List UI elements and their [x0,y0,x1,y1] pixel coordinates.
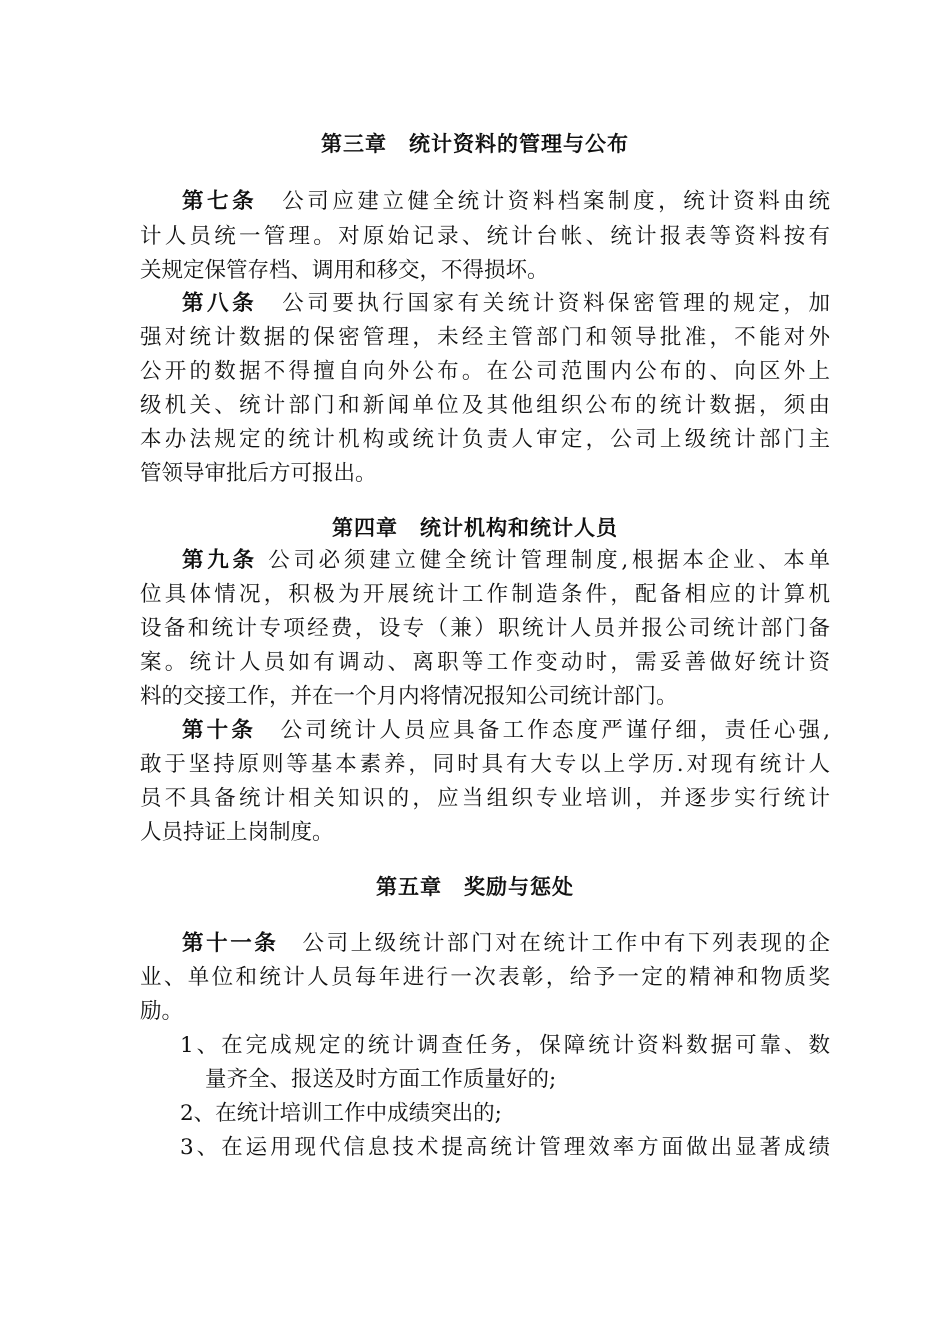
article-10-line-4: 人员持证上岗制度。 [140,820,334,845]
article-7-line-2: 计人员统一管理。对原始记录、统计台帐、统计报表等资料按有 [140,224,830,249]
article-10-label: 第十条 [182,718,256,743]
chapter-3-heading: 第三章 统计资料的管理与公布 [321,132,629,156]
article-9-line-1: 第九条 公司必须建立健全统计管理制度,根据本企业、本单 [182,548,830,573]
article-8-line-4: 级机关、统计部门和新闻单位及其他组织公布的统计数据，须由 [140,393,830,418]
article-8-line-1: 第八条 公司要执行国家有关统计资料保密管理的规定，加 [182,291,830,316]
article-9-line-4: 案。统计人员如有调动、离职等工作变动时，需妥善做好统计资 [140,650,830,675]
article-11-label: 第十一条 [182,931,279,956]
article-7-line-3: 关规定保管存档、调用和移交，不得损坏。 [140,258,549,283]
article-11-line-2: 业、单位和统计人员每年进行一次表彰，给予一定的精神和物质奖 [140,965,830,990]
article-8-line-6: 管领导审批后方可报出。 [140,461,377,486]
article-8-line-5: 本办法规定的统计机构或统计负责人审定，公司上级统计部门主 [140,427,830,452]
list-item-2: 2、在统计培训工作中成绩突出的; [180,1101,502,1126]
article-10-line-3: 员不具备统计相关知识的，应当组织专业培训，并逐步实行统计 [140,786,830,811]
article-8-line-3: 公开的数据不得擅自向外公布。在公司范围内公布的、向区外上 [140,359,830,384]
article-8-label: 第八条 [182,291,258,316]
article-9-line-2: 位具体情况，积极为开展统计工作制造条件，配备相应的计算机 [140,582,830,607]
chapter-5-heading: 第五章 奖励与惩处 [376,875,574,899]
article-7-label: 第七条 [182,189,258,214]
article-11-line-1: 第十一条 公司上级统计部门对在统计工作中有下列表现的企 [182,931,830,956]
article-10-line-1: 第十条 公司统计人员应具备工作态度严谨仔细，责任心强, [182,718,830,743]
article-9-line-3: 设备和统计专项经费，设专（兼）职统计人员并报公司统计部门备 [140,616,830,641]
article-9-label: 第九条 [182,548,258,573]
article-11-line-3: 励。 [140,999,184,1024]
article-10-line-2: 敢于坚持原则等基本素养，同时具有大专以上学历.对现有统计人 [140,752,830,777]
article-9-line-5: 料的交接工作，并在一个月内将情况报知公司统计部门。 [140,684,678,709]
list-item-3: 3、在运用现代信息技术提高统计管理效率方面做出显著成绩 [180,1135,830,1160]
chapter-4-heading: 第四章 统计机构和统计人员 [332,516,618,540]
list-item-1: 1、在完成规定的统计调查任务，保障统计资料数据可靠、数 [180,1033,830,1058]
list-item-1-continued: 量齐全、报送及时方面工作质量好的; [205,1067,557,1092]
article-7-line-1: 第七条 公司应建立健全统计资料档案制度，统计资料由统 [182,189,830,214]
article-8-line-2: 强对统计数据的保密管理，未经主管部门和领导批准，不能对外 [140,325,830,350]
